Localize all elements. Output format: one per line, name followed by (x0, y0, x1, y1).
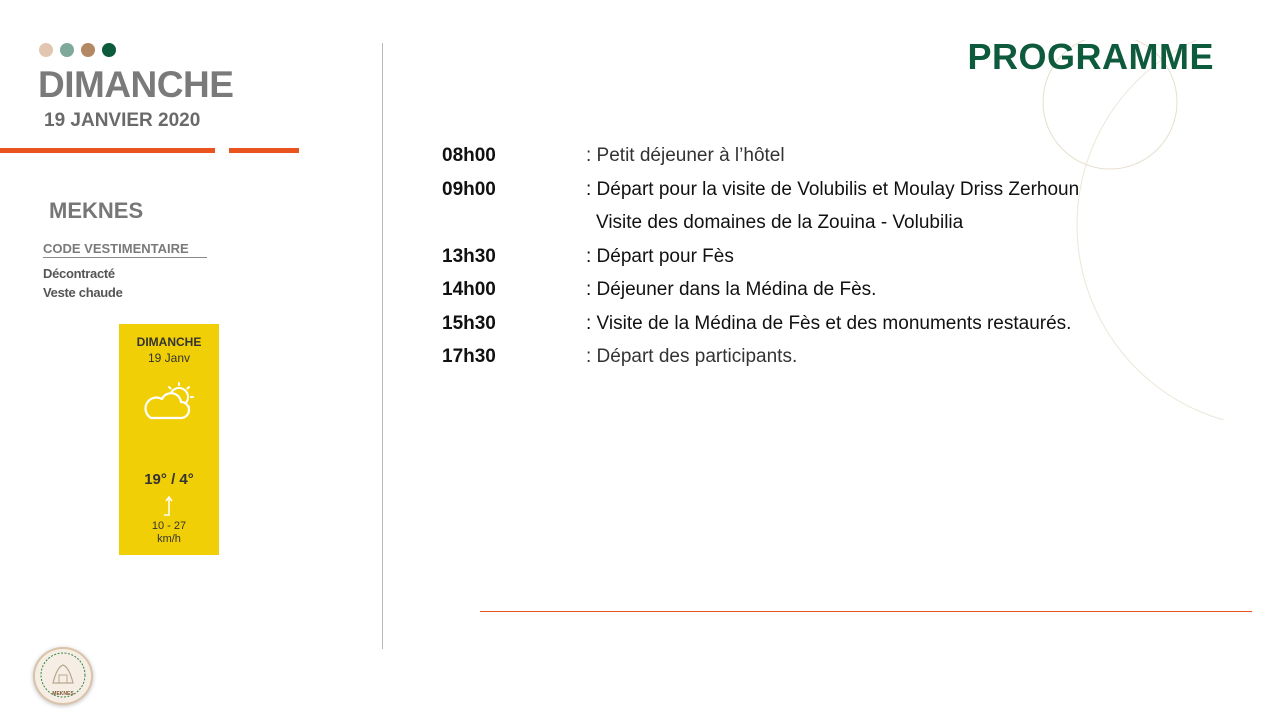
accent-bar-left (0, 148, 215, 153)
partly-cloudy-icon (141, 381, 199, 426)
logo-caption: MEKNES (52, 691, 74, 697)
schedule-desc: : Déjeuner dans la Médina de Fès. (586, 279, 877, 300)
city-name: MEKNES (49, 198, 144, 223)
dot-1 (39, 43, 53, 57)
schedule-desc: : Visite de la Médina de Fès et des monuments restaurés. (586, 312, 1072, 334)
weather-date: 19 Janv (147, 351, 191, 365)
wind-unit: km/h (157, 533, 181, 545)
schedule-time: 14h00 (442, 279, 496, 300)
schedule-time: 17h30 (442, 346, 496, 367)
dress-code-item: Décontracté (43, 266, 115, 281)
dot-2 (60, 43, 74, 57)
schedule-desc: : Départ des participants. (586, 346, 798, 367)
accent-bar-right (229, 148, 299, 153)
logo-emblem (33, 647, 93, 705)
schedule-time: 09h00 (442, 178, 496, 200)
vertical-divider (382, 43, 383, 649)
schedule-desc: Visite des domaines de la Zouina - Volubilia (596, 212, 964, 233)
temp-low: 4° (179, 471, 194, 488)
dot-3 (81, 43, 95, 57)
page-title: PROGRAMME (967, 36, 1214, 77)
day-title: DIMANCHE (38, 64, 234, 105)
schedule-time: 15h30 (442, 312, 496, 334)
date-subtitle: 19 JANVIER 2020 (44, 110, 201, 131)
dress-code-heading: CODE VESTIMENTAIRE (43, 241, 207, 258)
schedule-desc: : Départ pour Fès (586, 245, 734, 267)
bottom-rule (480, 611, 1252, 612)
temp-high: 19° (144, 471, 167, 488)
schedule-desc: : Petit déjeuner à l’hôtel (586, 145, 785, 166)
dress-code-item: Veste chaude (43, 285, 123, 300)
temperature (119, 471, 219, 488)
weather-card (119, 324, 219, 555)
temp-separator: / (171, 471, 180, 488)
wind-range: 10 - 27 (151, 520, 187, 532)
dot-4 (102, 43, 116, 57)
weather-day: DIMANCHE (136, 335, 202, 349)
schedule-desc: : Départ pour la visite de Volubilis et Moulay Driss Zerhoun (586, 178, 1080, 200)
schedule-time: 13h30 (442, 245, 496, 267)
wind-direction-icon (163, 495, 175, 522)
schedule-time: 08h00 (442, 145, 496, 166)
color-dots (39, 43, 116, 57)
